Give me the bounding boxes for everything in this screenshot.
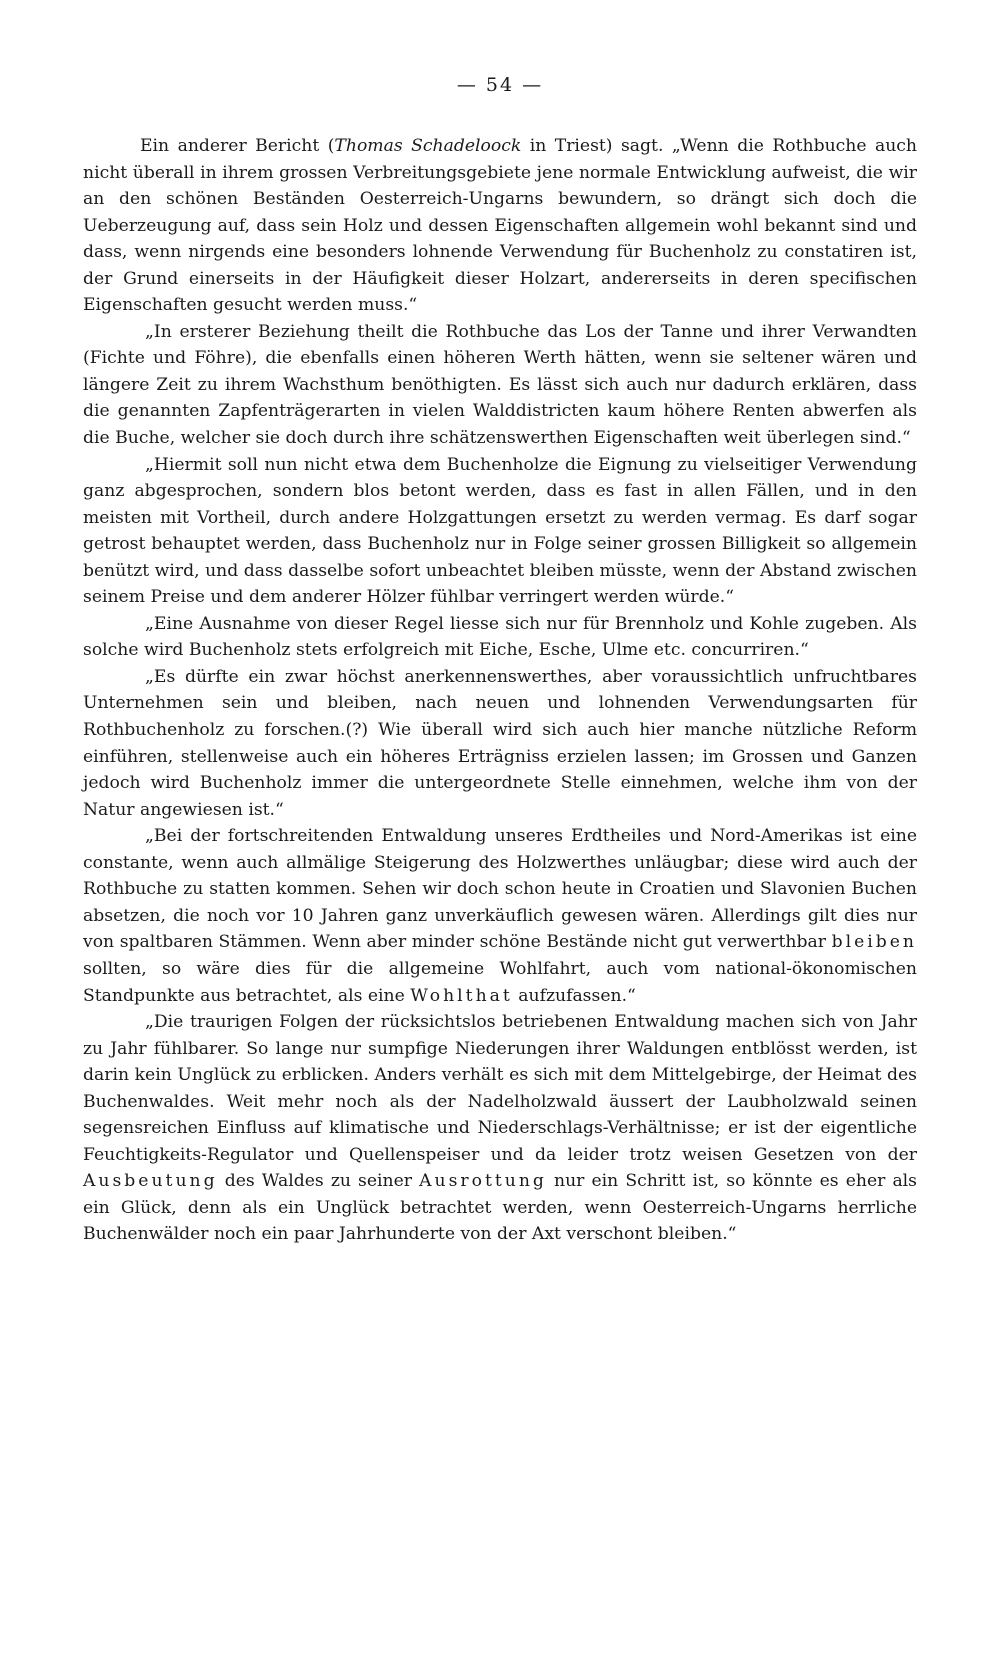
paragraph-3: „Hiermit soll nun nicht etwa dem Buchenholze die Eignung zu vielseitiger Verwendung ganz abgesprochen, sondern blos betont werden, dass es fast in allen Fällen, und in den meisten mit Vortheil, durch andere Holzgattungen ersetzt zu werden vermag. Es darf sogar getrost behauptet werden, dass Buchenholz nur in Folge seiner grossen Billigkeit so allgemein benützt wird, und dass dasselbe sofort unbeachtet bleiben müsste, wenn der Abstand zwischen seinem Preise und dem anderer Hölzer fühlbar verringert werden würde.“	[83, 454, 917, 608]
paragraph-7	[83, 1009, 917, 1248]
paragraph-7-text-start: „Die traurigen Folgen der rücksichtslos betriebenen Entwaldung machen sich von Jahr zu Jahr fühlbarer. So lange nur sumpfige Niederungen ihrer Waldungen entblösst werden, ist darin kein Unglück zu erblicken. Anders verhält es sich mit dem Mittelgebirge, der Heimat des Buchenwaldes. Weit mehr noch als der Nadelholzwald äussert der Laubholzwald seinen segensreichen Einfluss auf klimatische und Niederschlags-Verhältnisse; er ist der eigentliche Feuchtigkeits-Regulator und Quellenspeiser und da leider trotz weisen Gesetzen von der	[83, 1012, 917, 1165]
paragraph-5: „Es dürfte ein zwar höchst anerkennenswerthes, aber voraussichtlich unfruchtbares Unternehmen sein und bleiben, nach neuen und lohnenden Verwendungsarten für Rothbuchenholz zu forschen.(?) Wie überall wird sich auch hier manche nützliche Reform einführen, stellenweise auch ein höheres Erträgniss erzielen lassen; im Grossen und Ganzen jedoch wird Buchenholz immer die untergeordnete Stelle einnehmen, welche ihm von der Natur angewiesen ist.“	[83, 666, 917, 820]
paragraph-6-text-start: „Bei der fortschreitenden Entwaldung unseres Erdtheiles und Nord-Amerikas ist eine constante, wenn auch allmälige Steigerung des Holzwerthes unläugbar; diese wird auch der Rothbuche zu statten kommen. Sehen wir doch schon heute in Croatien und Slavonien Buchen absetzen, die noch vor 10 Jahren ganz unverkäuflich gewesen wären. Allerdings gilt dies nur von spaltbaren Stämmen. Wenn aber minder schöne Bestände nicht gut verwerthbar	[83, 826, 917, 953]
paragraph-6-spaced-word-1: bleiben	[831, 932, 917, 953]
paragraph-6-text-end: aufzufassen.“	[512, 985, 636, 1006]
paragraph-6-text-middle: sollten, so wäre dies für die allgemeine Wohlfahrt, auch vom national-ökonomischen Standpunkte aus betrachtet, als eine	[83, 958, 917, 1006]
paragraph-7-text-middle: des Waldes zu seiner	[217, 1171, 420, 1192]
paragraph-2: „In ersterer Beziehung theilt die Rothbuche das Los der Tanne und ihrer Verwandten (Fichte und Föhre), die ebenfalls einen höheren Werth hätten, wenn sie seltener wären und längere Zeit zu ihrem Wachsthum benöthigten. Es lässt sich auch nur dadurch erklären, dass die genannten Zapfenträgerarten in vielen Walddistricten kaum höhere Renten abwerfen als die Buche, welcher sie doch durch ihre schätzenswerthen Eigenschaften weit überlegen sind.“	[83, 321, 917, 449]
paragraph-6-spaced-word-2: Wohlthat	[410, 985, 513, 1006]
body-text	[83, 133, 917, 1248]
paragraph-7-text-end: nur ein Schritt ist, so könnte es eher als ein Glück, denn als ein Unglück betrachtet werden, wenn Oesterreich-Ungarns herrliche Buchenwälder noch ein paar Jahrhunderte von der Axt verschont bleiben.“	[83, 1171, 918, 1245]
paragraph-1-text-rest: in Triest) sagt. „Wenn die Rothbuche auch nicht überall in ihrem grossen Verbreitungsgebiete jene normale Entwicklung aufweist, die wir an den schönen Beständen Oesterreich-Ungarns bewundern, so drängt sich doch die Ueberzeugung auf, dass sein Holz und dessen Eigenschaften allgemein wohl bekannt sind und dass, wenn nirgends eine besonders lohnende Verwendung für Buchenholz zu constatiren ist, der Grund einerseits in der Häufigkeit dieser Holzart, andererseits in deren specifischen Eigenschaften gesucht werden muss.“	[83, 136, 917, 316]
paragraph-6	[83, 823, 917, 1009]
paragraph-7-spaced-word-2: Ausrottung	[419, 1171, 547, 1192]
paragraph-1-text-start: Ein anderer Bericht (	[140, 136, 335, 156]
paragraph-1-author-name: Thomas Schadeloock	[334, 136, 522, 156]
paragraph-4: „Eine Ausnahme von dieser Regel liesse sich nur für Brennholz und Kohle zugeben. Als solche wird Buchenholz stets erfolgreich mit Eiche, Esche, Ulme etc. concurriren.“	[83, 613, 917, 661]
page-number: — 54 —	[456, 74, 544, 96]
paragraph-1	[83, 133, 917, 319]
paragraph-7-spaced-word-1: Ausbeutung	[83, 1171, 218, 1192]
